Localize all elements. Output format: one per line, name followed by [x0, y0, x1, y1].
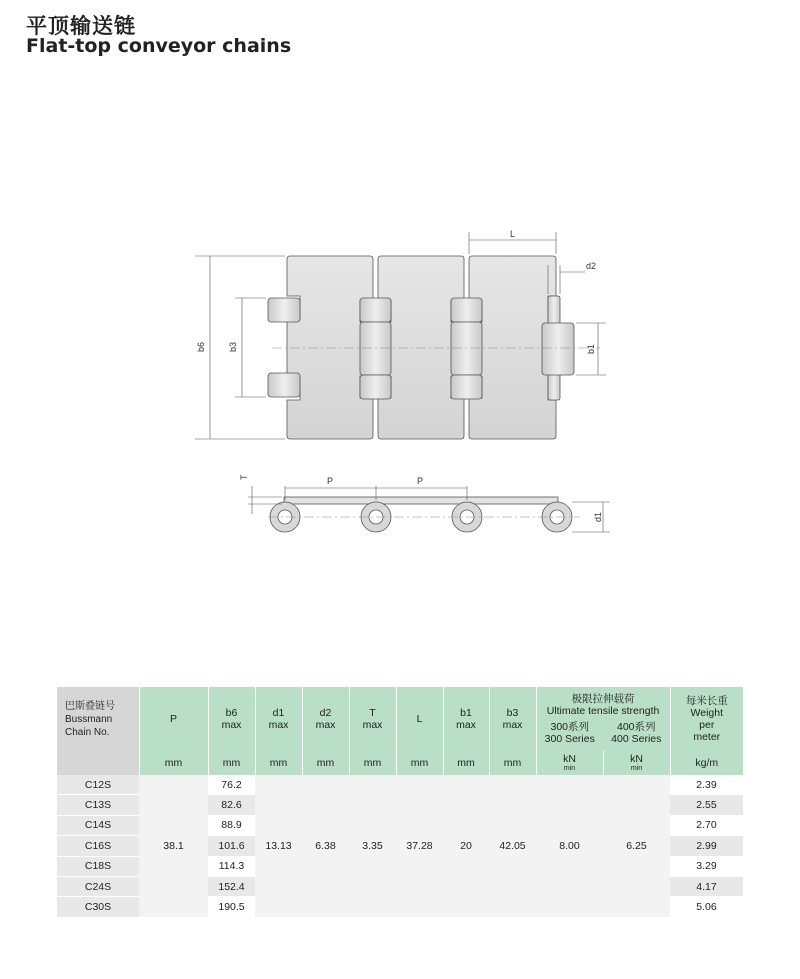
table-row: C16S 101.6 2.99 [57, 836, 743, 856]
table-row: C30S 190.5 5.06 [57, 897, 743, 917]
header-P: P [139, 687, 208, 751]
header-b1: b1 max [443, 687, 489, 751]
cell-P: 38.1 [139, 775, 208, 917]
header-d1: d1 max [255, 687, 302, 751]
dim-label-L: L [510, 229, 516, 239]
cell-d2: 6.38 [302, 775, 349, 917]
knuckle-left-top [268, 298, 300, 322]
cell-s400: 6.25 [603, 775, 670, 917]
dim-label-d1: d1 [593, 511, 603, 522]
header-model-cn: 巴斯叠链号 [65, 700, 115, 712]
header-b6: b6 max [208, 687, 255, 751]
header-tensile [536, 687, 670, 751]
dim-label-T: T [239, 474, 249, 480]
header-L: L [396, 687, 443, 751]
header-s400: 400系列 400 Series [611, 721, 662, 745]
dim-label-b1: b1 [586, 343, 596, 354]
cell-d1: 13.13 [255, 775, 302, 917]
top-view [268, 256, 574, 439]
cell-s300: 8.00 [536, 775, 603, 917]
header-s300: 300系列 300 Series [544, 721, 595, 745]
units-row: mm mm mm mm mm mm mm mm kN min kN min kg/m [57, 751, 743, 775]
page-title-cn: 平顶输送链 [26, 14, 136, 38]
dim-label-d2: d2 [586, 261, 597, 271]
cell-b1: 20 [443, 775, 489, 917]
knuckle-left-bottom [268, 373, 300, 397]
table-row: C12S 38.1 76.2 13.13 6.38 3.35 37.28 20 42.05 8.00 6.25 2.39 [57, 775, 743, 795]
cell-T: 3.35 [349, 775, 396, 917]
table-row: C13S 82.6 2.55 [57, 795, 743, 815]
page-title-en: Flat-top conveyor chains [26, 35, 292, 57]
header-model-en2: Chain No. [65, 726, 110, 738]
cell-b3: 42.05 [489, 775, 536, 917]
header-b3: b3 max [489, 687, 536, 751]
header-model-en1: Bussmann [65, 713, 113, 725]
dim-label-b6: b6 [196, 341, 206, 352]
dim-label-P2: P [417, 476, 424, 486]
side-view [239, 474, 610, 532]
header-d2: d2 max [302, 687, 349, 751]
header-tensile-cn: 极限拉伸载荷 [571, 693, 635, 705]
dim-label-b3: b3 [228, 341, 238, 352]
knuckle-right [542, 323, 574, 375]
header-weight: 每米长重 Weight per meter [670, 687, 743, 751]
cell-L: 37.28 [396, 775, 443, 917]
header-model [57, 687, 139, 751]
table-row: C18S 114.3 3.29 [57, 856, 743, 876]
header-tensile-en: Ultimate tensile strength [546, 705, 660, 717]
table-row: C14S 88.9 2.70 [57, 815, 743, 835]
header-T: T max [349, 687, 396, 751]
dim-label-P1: P [327, 476, 334, 486]
table-row: C24S 152.4 4.17 [57, 876, 743, 896]
spec-table [57, 687, 743, 918]
